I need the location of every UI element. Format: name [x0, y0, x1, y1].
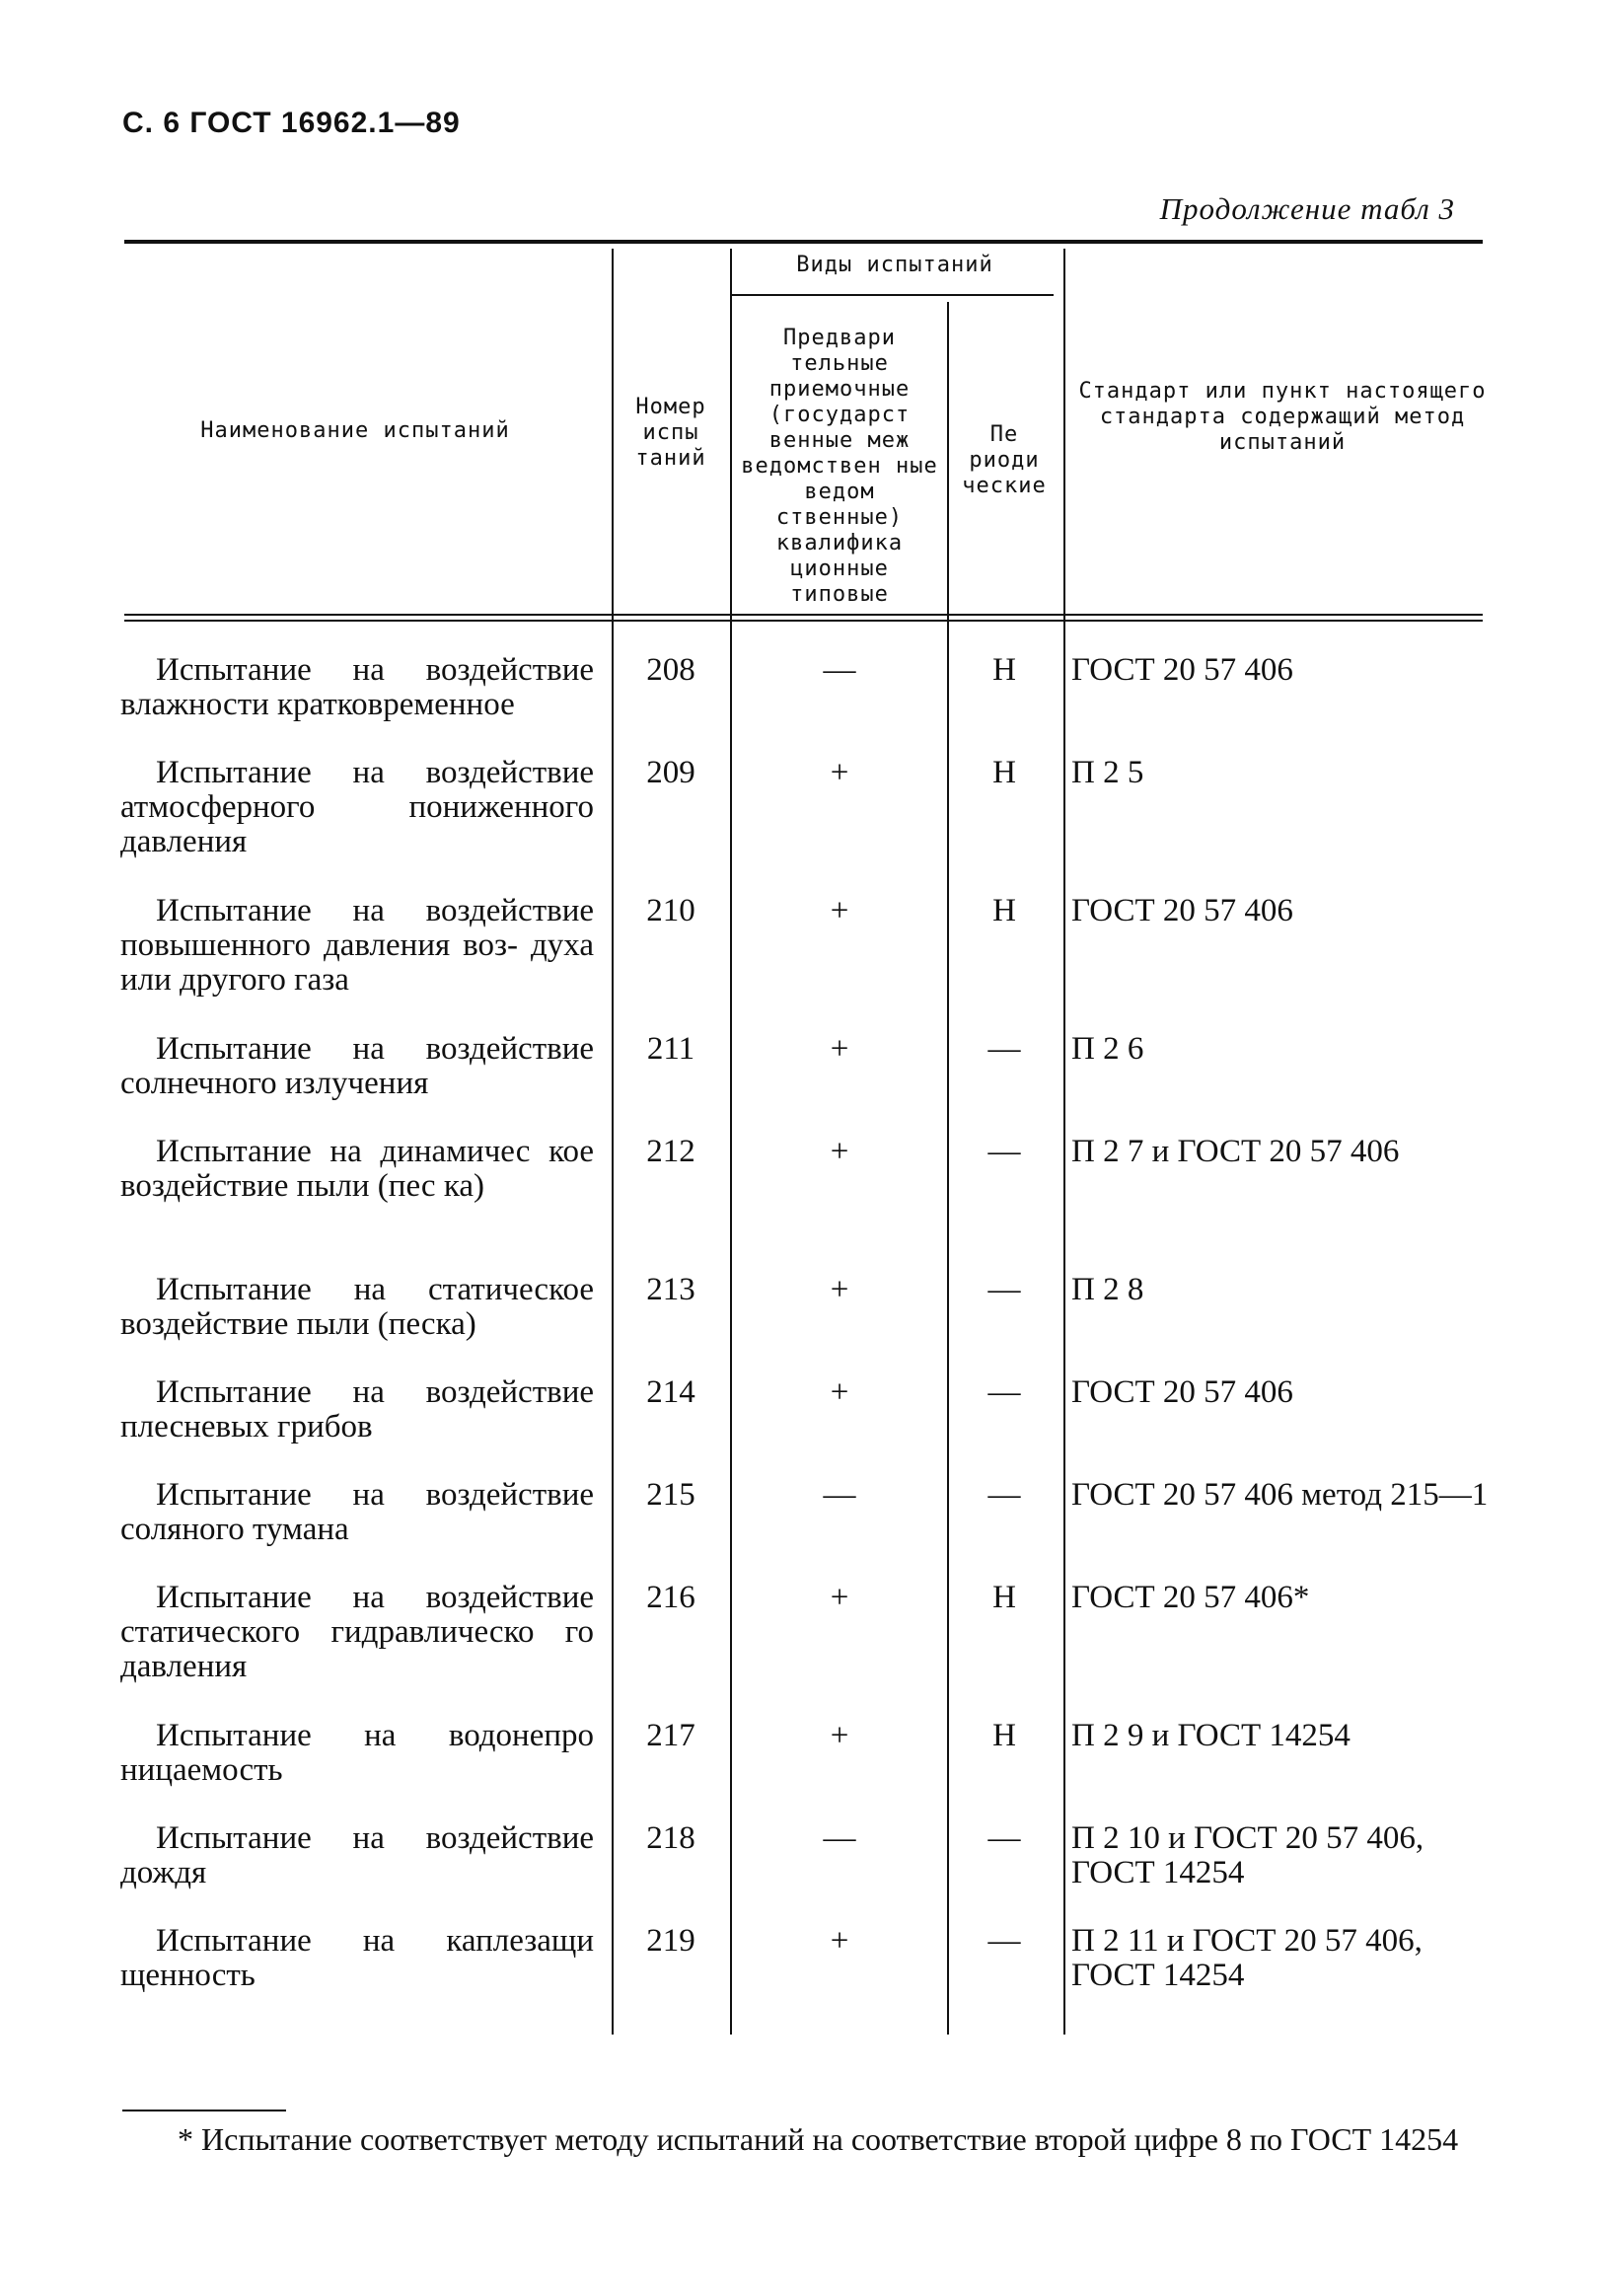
row-periodic-mark: —: [987, 1272, 1021, 1307]
row-periodic-mark: Н: [992, 652, 1016, 688]
row-preliminary-mark: +: [830, 1374, 849, 1410]
header-preliminary: Предвари тельные приемочные (государст венные меж ведомствен ные ведом ственные) квалифика ционные типовые: [741, 326, 938, 607]
row-test-number: 216: [646, 1580, 695, 1615]
row-test-name: Испытание на воздействие повышенного давления воз- духа или другого газа: [120, 893, 594, 998]
row-periodic-mark: —: [987, 1031, 1021, 1067]
row-periodic-mark: —: [987, 1923, 1021, 1959]
row-standard-ref: ГОСТ 20 57 406 метод 215—1: [1071, 1477, 1489, 1513]
header-bottom-rule: [124, 614, 1483, 616]
table-top-rule: [124, 240, 1483, 244]
row-test-name: Испытание на воздействие дождя: [120, 1820, 594, 1890]
row-test-number: 210: [646, 893, 695, 928]
row-preliminary-mark: —: [823, 1820, 856, 1856]
row-standard-ref: ГОСТ 20 57 406*: [1071, 1580, 1310, 1615]
row-preliminary-mark: +: [830, 1923, 849, 1959]
column-divider-4: [1063, 249, 1065, 2035]
header-test-name: Наименование испытаний: [200, 418, 510, 443]
row-test-name: Испытание на воздействие плесневых грибов: [120, 1374, 594, 1444]
row-standard-ref: П 2 10 и ГОСТ 20 57 406, ГОСТ 14254: [1071, 1820, 1424, 1890]
row-preliminary-mark: +: [830, 1272, 849, 1307]
row-test-number: 212: [646, 1134, 695, 1169]
header-periodic: Пе риоди ческие: [962, 422, 1047, 498]
group-header-rule: [732, 294, 1054, 296]
row-standard-ref: П 2 8: [1071, 1272, 1144, 1307]
footnote-rule: [122, 2110, 286, 2111]
row-preliminary-mark: +: [830, 755, 849, 790]
row-test-name: Испытание на каплезащи щенность: [120, 1923, 594, 1993]
row-preliminary-mark: +: [830, 893, 849, 928]
row-preliminary-mark: +: [830, 1134, 849, 1169]
row-test-name: Испытание на воздействие атмосферного пониженного давления: [120, 755, 594, 859]
row-test-name: Испытание на статическое воздействие пыли (песка): [120, 1272, 594, 1342]
row-periodic-mark: —: [987, 1820, 1021, 1856]
row-standard-ref: П 2 11 и ГОСТ 20 57 406, ГОСТ 14254: [1071, 1923, 1423, 1993]
row-periodic-mark: Н: [992, 1580, 1016, 1615]
row-periodic-mark: Н: [992, 1718, 1016, 1753]
row-test-number: 215: [646, 1477, 695, 1513]
row-standard-ref: П 2 9 и ГОСТ 14254: [1071, 1718, 1351, 1753]
row-standard-ref: ГОСТ 20 57 406: [1071, 652, 1293, 688]
row-test-name: Испытание на воздействие соляного тумана: [120, 1477, 594, 1547]
footnote: * Испытание соответствует методу испытаний на соответствие второй цифре 8 по ГОСТ 14254: [178, 2121, 1459, 2157]
row-test-number: 208: [646, 652, 695, 688]
row-test-number: 217: [646, 1718, 695, 1753]
row-standard-ref: П 2 5: [1071, 755, 1144, 790]
row-preliminary-mark: —: [823, 1477, 856, 1513]
row-preliminary-mark: —: [823, 652, 856, 688]
row-test-number: 214: [646, 1374, 695, 1410]
table-continuation-label: Продолжение табл 3: [1159, 191, 1455, 226]
row-preliminary-mark: +: [830, 1718, 849, 1753]
row-standard-ref: ГОСТ 20 57 406: [1071, 893, 1293, 928]
row-standard-ref: П 2 6: [1071, 1031, 1144, 1067]
header-test-number: Номер испы таний: [635, 395, 706, 471]
row-test-number: 218: [646, 1820, 695, 1856]
row-test-name: Испытание на динамичес кое воздействие пыли (пес ка): [120, 1134, 594, 1204]
row-test-number: 209: [646, 755, 695, 790]
row-periodic-mark: Н: [992, 755, 1016, 790]
row-periodic-mark: —: [987, 1134, 1021, 1169]
row-periodic-mark: —: [987, 1374, 1021, 1410]
row-test-name: Испытание на водонепро ницаемость: [120, 1718, 594, 1788]
header-standard: Стандарт или пункт настоящего стандарта содержащий метод испытаний: [1078, 379, 1487, 455]
row-standard-ref: П 2 7 и ГОСТ 20 57 406: [1071, 1134, 1400, 1169]
row-test-number: 211: [646, 1031, 695, 1067]
row-test-number: 213: [646, 1272, 695, 1307]
row-periodic-mark: Н: [992, 893, 1016, 928]
row-test-number: 219: [646, 1923, 695, 1959]
row-test-name: Испытание на воздействие статического гидравлическо го давления: [120, 1580, 594, 1684]
row-preliminary-mark: +: [830, 1031, 849, 1067]
page-header: С. 6 ГОСТ 16962.1—89: [122, 107, 461, 139]
row-standard-ref: ГОСТ 20 57 406: [1071, 1374, 1293, 1410]
row-periodic-mark: —: [987, 1477, 1021, 1513]
row-test-name: Испытание на воздействие солнечного излучения: [120, 1031, 594, 1101]
header-bottom-rule-double: [124, 620, 1483, 622]
header-test-types-group: Виды испытаний: [796, 253, 993, 277]
row-test-name: Испытание на воздействие влажности кратковременное: [120, 652, 594, 722]
row-preliminary-mark: +: [830, 1580, 849, 1615]
